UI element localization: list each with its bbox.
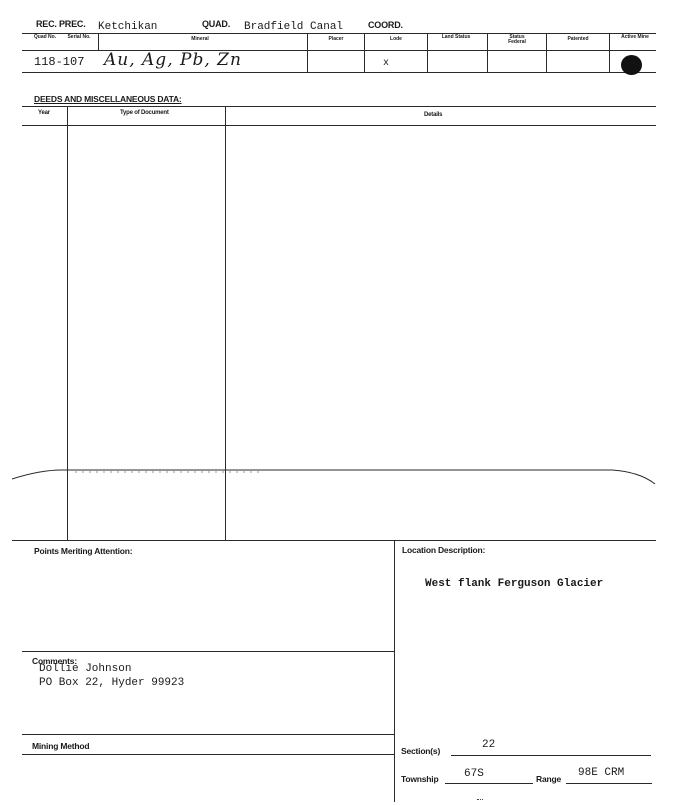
location-description-value: West flank Ferguson Glacier [425, 578, 604, 590]
scan-speck [477, 799, 483, 801]
col-header-active-mine: Active Mine [621, 34, 649, 40]
township-underline [445, 783, 533, 784]
section-value: 22 [482, 739, 496, 751]
rec-prec-label: REC. PREC. [36, 19, 86, 29]
range-value: 98E CRM [578, 767, 625, 779]
col-header-land-status: Land Status [441, 34, 471, 40]
location-description-label: Location Description: [402, 545, 486, 555]
township-value: 67S [464, 768, 484, 780]
comments-label: Comments: [32, 656, 77, 666]
deeds-top-rule [22, 106, 656, 107]
col-divider [487, 33, 488, 72]
deeds-bottom-rule [12, 540, 656, 541]
coord-label: COORD. [368, 20, 403, 30]
col-divider [609, 33, 610, 72]
quad-value: Bradfield Canal [244, 21, 344, 33]
quad-label: QUAD. [202, 19, 230, 29]
col-header-serial-no: Serial No. [67, 34, 91, 40]
header-rule [22, 33, 656, 34]
col-header-quad-no: Quad No. [33, 34, 57, 40]
col-header-patented: Patented [567, 36, 589, 42]
col-header-placer: Placer [328, 36, 344, 42]
deeds-title: DEEDS AND MISCELLANEOUS DATA: [34, 94, 182, 104]
col-header-status-federal: Status Federal [508, 34, 526, 45]
lode-mark: x [383, 58, 390, 69]
points-meriting-attention-label: Points Meriting Attention: [34, 546, 133, 556]
quad-serial-value: 118-107 [34, 55, 85, 69]
deeds-col-details: Details [424, 112, 443, 118]
col-divider [427, 33, 428, 72]
fold-mark-line [0, 460, 678, 490]
col-header-lode: Lode [390, 36, 402, 42]
comments-line-1: Dollie Johnson [39, 663, 132, 675]
range-label: Range [536, 774, 561, 784]
township-label: Township [401, 774, 439, 784]
mining-method-label: Mining Method [32, 741, 90, 751]
table-bottom-rule [22, 72, 656, 73]
deeds-header-rule [22, 125, 656, 126]
range-underline [566, 783, 652, 784]
mining-method-rule [22, 754, 394, 755]
col-divider [98, 33, 99, 50]
section-label: Section(s) [401, 746, 441, 756]
deeds-col-type: Type of Document [120, 110, 169, 116]
section-underline [451, 755, 651, 756]
points-bottom-rule [22, 651, 394, 652]
lower-center-divider [394, 540, 395, 802]
rec-prec-value: Ketchikan [98, 21, 158, 33]
col-header-mineral: Mineral [191, 36, 209, 42]
mineral-value-handwritten: Au, Ag, Pb, Zn [104, 50, 242, 70]
comments-line-2: PO Box 22, Hyder 99923 [39, 677, 185, 689]
active-mine-filled-dot [621, 55, 642, 75]
comments-bottom-rule [22, 734, 394, 735]
deeds-col-year: Year [38, 110, 50, 116]
